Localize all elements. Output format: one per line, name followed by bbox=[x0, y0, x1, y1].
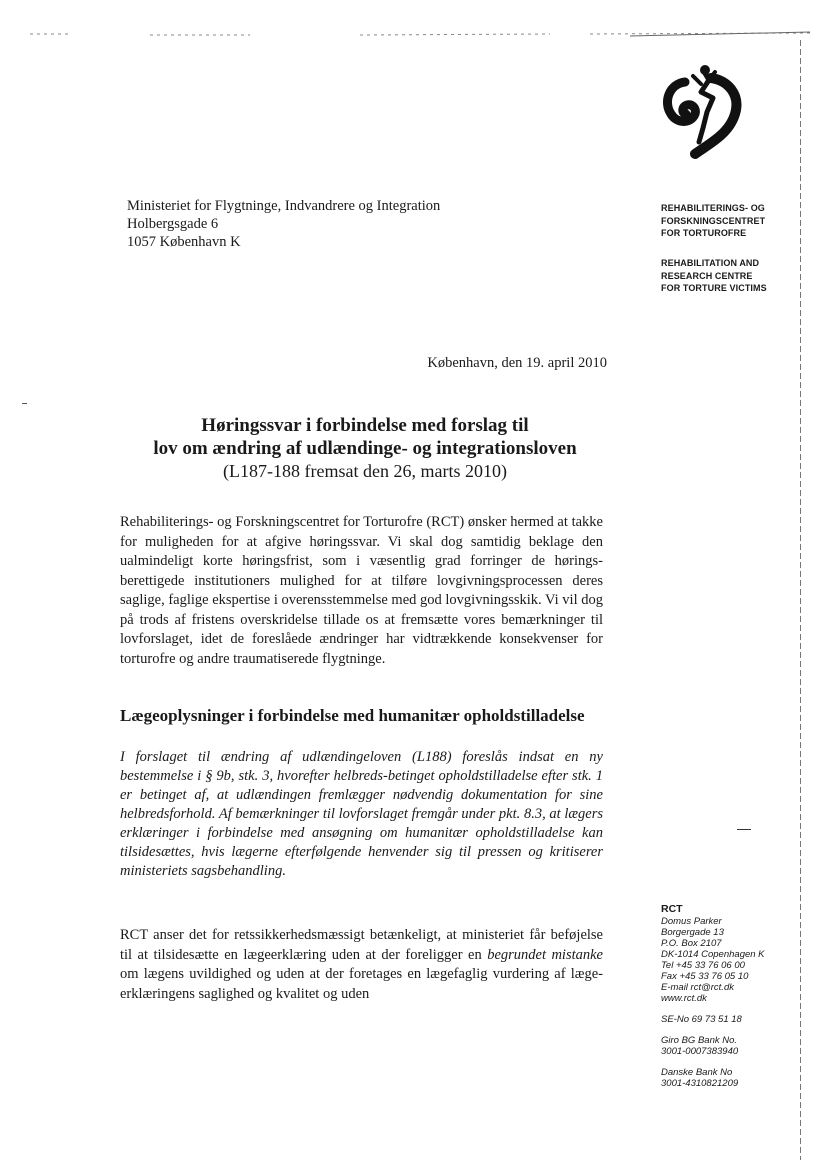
body-paragraph: Rehabiliterings- og Forskningscentret for Torturofre (RCT) ønsker hermed at takke for muligheden for at afgive høringssvar. Vi skal dog samtidig beklage den ualmindeligt korte høringsfrist, som i væsentlig grad forringer de hørings-berettigede institutioners mulighed for at tilføre lovgivningsprocessen deres saglige, faglige ekspertise i overensstemmelse med god lovgivningsskik. Vi vil dog på trods af fristens overskridelse tillade os at fremsætte vores bemærkninger til lovforslaget, idet de foreslåede ændringer har vidtrækkende konsekvenser for torturofre og andre traumatiserede flygtninge. bbox=[120, 514, 603, 667]
organization-name-danish bbox=[661, 202, 765, 240]
giro-line: Giro BG Bank No. bbox=[661, 1035, 738, 1046]
contact-line: Domus Parker bbox=[661, 916, 722, 927]
contact-title: RCT bbox=[661, 903, 683, 915]
scan-edge-top bbox=[30, 30, 810, 38]
scan-edge-right bbox=[799, 40, 802, 1160]
rct-logo bbox=[655, 62, 750, 162]
recipient-address bbox=[127, 197, 440, 251]
margin-mark bbox=[737, 829, 751, 830]
section-heading: Lægeoplysninger i forbindelse med humanitær opholdstilladelse bbox=[120, 706, 585, 725]
bank-line: Danske Bank No bbox=[661, 1067, 733, 1078]
contact-line: DK-1014 Copenhagen K bbox=[661, 949, 765, 960]
emphasized-text: begrundet mistanke bbox=[487, 946, 603, 963]
recipient-line: Ministeriet for Flygtninge, Indvandrere og Integration bbox=[127, 198, 441, 214]
body-paragraph bbox=[120, 926, 603, 1004]
paragraph-text: RCT anser det for retssikkerhedsmæssigt betænkeligt, at ministeriet får beføjelse til at tilsidesætte en lægeerklæring uden at der foreligger en bbox=[120, 927, 603, 963]
contact-line: Fax +45 33 76 05 10 bbox=[661, 971, 749, 982]
title-subline: (L187-188 fremsat den 26, marts 2010) bbox=[223, 461, 507, 481]
bank-line: 3001-4310821209 bbox=[661, 1078, 739, 1089]
document-title bbox=[110, 415, 620, 482]
contact-line: Borgergade 13 bbox=[661, 927, 724, 938]
contact-line: P.O. Box 2107 bbox=[661, 938, 722, 949]
recipient-line: Holbergsgade 6 bbox=[127, 216, 219, 232]
org-en-line: FOR TORTURE VICTIMS bbox=[661, 283, 767, 293]
title-line: lov om ændring af udlændinge- og integrationsloven bbox=[153, 437, 577, 459]
se-number: SE-No 69 73 51 18 bbox=[661, 1014, 742, 1025]
org-en-line: REHABILITATION AND bbox=[661, 258, 760, 268]
org-en-line: RESEARCH CENTRE bbox=[661, 270, 753, 281]
org-da-line: FORSKNINGSCENTRET bbox=[661, 215, 766, 226]
org-da-line: REHABILITERINGS- OG bbox=[661, 203, 765, 213]
org-da-line: FOR TORTUROFRE bbox=[661, 228, 747, 238]
title-line: Høringssvar i forbindelse med forslag til bbox=[201, 415, 529, 436]
recipient-line: 1057 København K bbox=[127, 234, 241, 250]
contact-line: Tel +45 33 76 06 00 bbox=[661, 960, 745, 971]
contact-info bbox=[661, 903, 765, 1089]
giro-line: 3001-0007383940 bbox=[661, 1046, 739, 1057]
italic-paragraph: I forslaget til ændring af udlændingeloven (L188) foreslås indsat en ny bestemmelse i § 9b, stk. 3, hvorefter helbreds-betinget opholdstilladelse efter stk. 1 er betinget af, at udlændingen fremlægger nødvendig dokumentation for sine helbredsforhold. Af bemærkninger til lovforslaget fremgår under pkt. 8.3, at lægers erklæringer i forbindelse med ansøgning om humanitær opholdstilladelse kan tilsidesættes, hvis lægerne efterfølgende henvender sig til pressen og kritiserer ministeriets sagsbehandling. bbox=[120, 749, 603, 879]
date-line: København, den 19. april 2010 bbox=[427, 355, 607, 371]
contact-line: E-mail rct@rct.dk bbox=[661, 982, 734, 993]
paragraph-text: om lægens uvildighed og uden at der foretages en lægefaglig vurdering af læge-erklæringens saglighed og kvalitet og uden bbox=[120, 966, 603, 1002]
organization-name-english bbox=[661, 257, 767, 295]
margin-mark bbox=[22, 403, 27, 404]
contact-line: www.rct.dk bbox=[661, 993, 707, 1004]
